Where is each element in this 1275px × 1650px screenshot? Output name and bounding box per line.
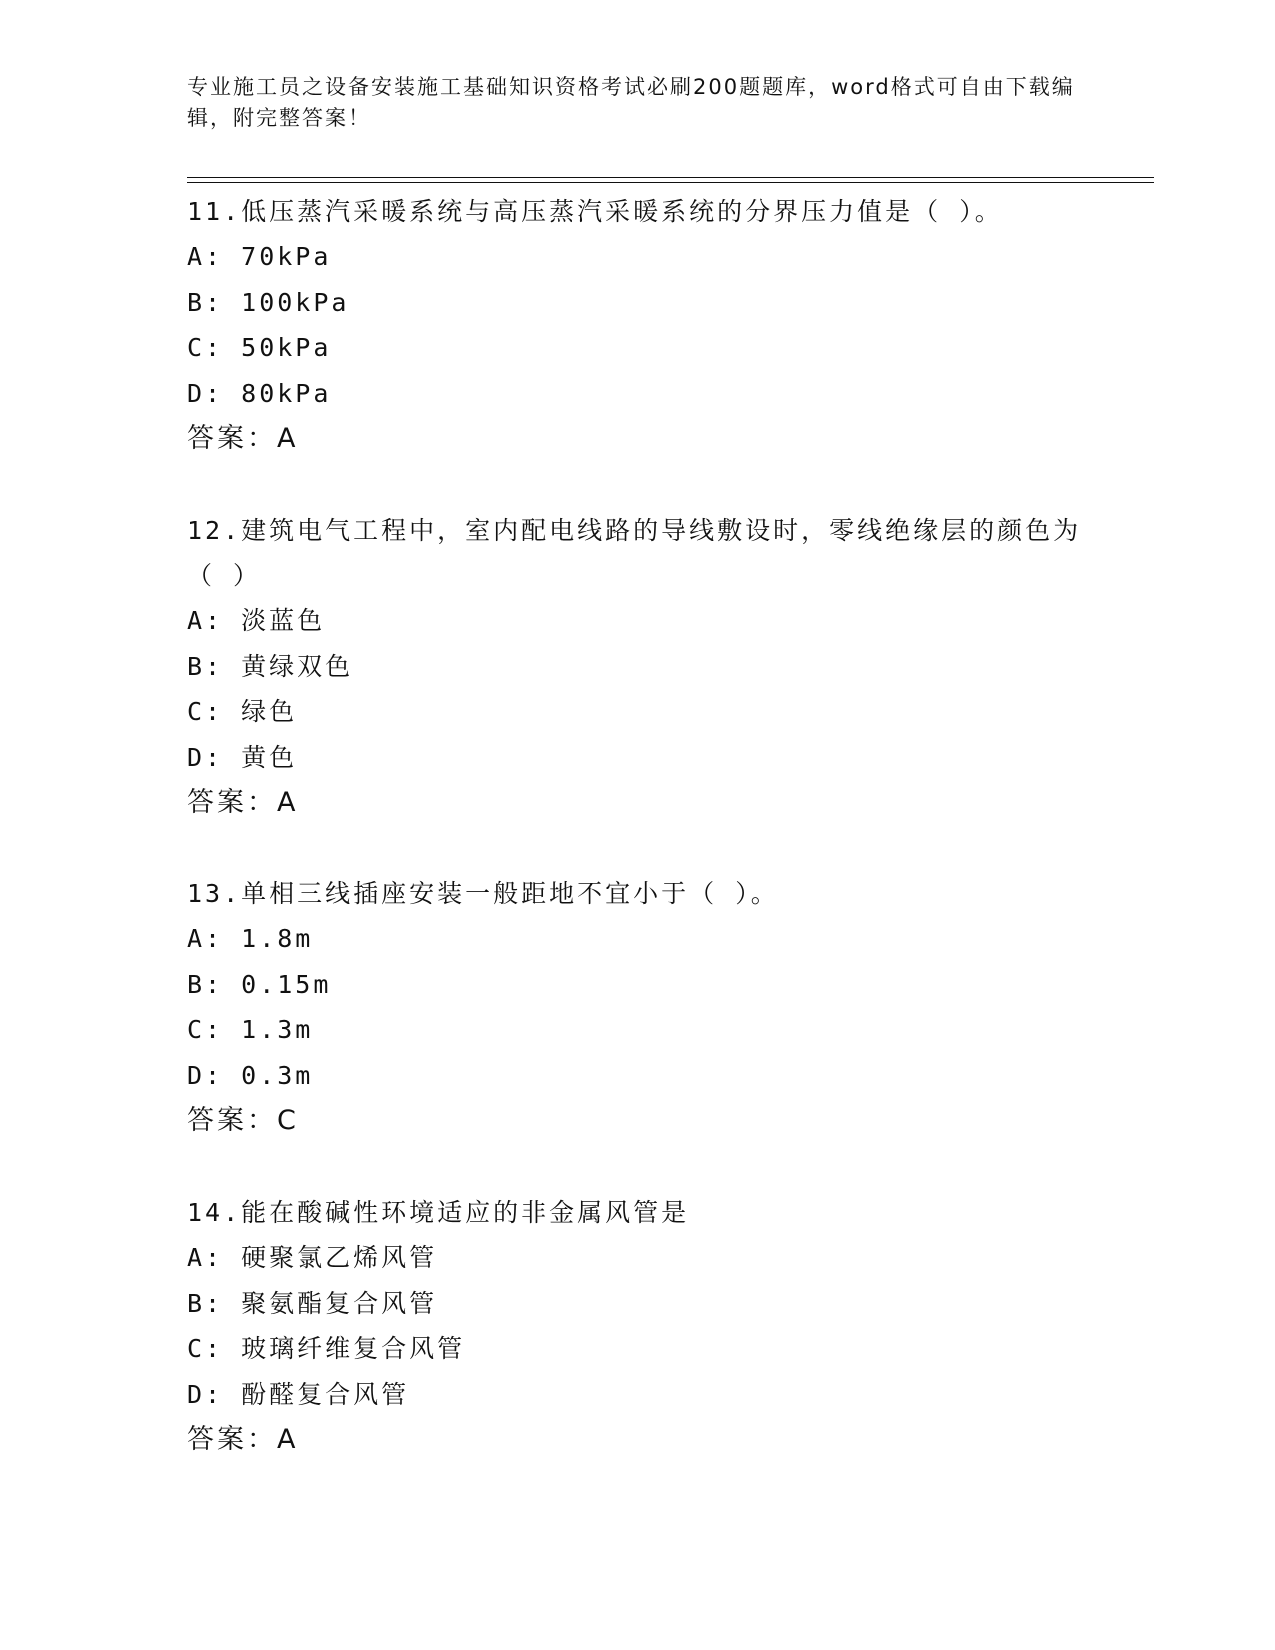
option-a: A: 70kPa <box>187 242 332 271</box>
question-stem: 14.能在酸碱性环境适应的非金属风管是 <box>187 1198 690 1227</box>
question-12 <box>187 508 1087 825</box>
answer: 答案：A <box>187 423 299 455</box>
answer: 答案：A <box>187 787 299 819</box>
option-d: D: 酚醛复合风管 <box>187 1379 410 1409</box>
header-divider-top <box>187 177 1154 178</box>
option-b: B: 聚氨酯复合风管 <box>187 1288 438 1318</box>
option-c: C: 50kPa <box>187 333 332 363</box>
option-c: C: 玻璃纤维复合风管 <box>187 1334 466 1364</box>
answer: 答案：C <box>187 1105 299 1137</box>
question-stem: 12.建筑电气工程中，室内配电线路的导线敷设时，零线绝缘层的颜色为（ ） <box>187 516 1082 590</box>
option-a: A: 淡蓝色 <box>187 606 326 635</box>
option-b: B: 黄绿双色 <box>187 651 354 681</box>
question-13 <box>187 871 1087 1143</box>
option-c: C: 1.3m <box>187 1015 314 1045</box>
question-stem: 11.低压蒸汽采暖系统与高压蒸汽采暖系统的分界压力值是（ ）。 <box>187 197 1003 226</box>
option-b: B: 0.15m <box>187 969 332 999</box>
header-divider-bottom <box>187 182 1154 183</box>
question-stem: 13.单相三线插座安装一般距地不宜小于（ ）。 <box>187 879 779 908</box>
answer: 答案：A <box>187 1424 299 1456</box>
question-11 <box>187 189 1087 461</box>
option-d: D: 黄色 <box>187 742 298 772</box>
option-d: D: 80kPa <box>187 378 332 408</box>
option-a: A: 1.8m <box>187 924 314 953</box>
document-header: 专业施工员之设备安装施工基础知识资格考试必刷200题题库，word格式可自由下载编辑，附完整答案！ <box>187 75 1075 130</box>
question-14 <box>187 1190 1087 1462</box>
option-a: A: 硬聚氯乙烯风管 <box>187 1243 438 1272</box>
option-b: B: 100kPa <box>187 287 350 317</box>
option-d: D: 0.3m <box>187 1060 314 1090</box>
option-c: C: 绿色 <box>187 697 298 727</box>
